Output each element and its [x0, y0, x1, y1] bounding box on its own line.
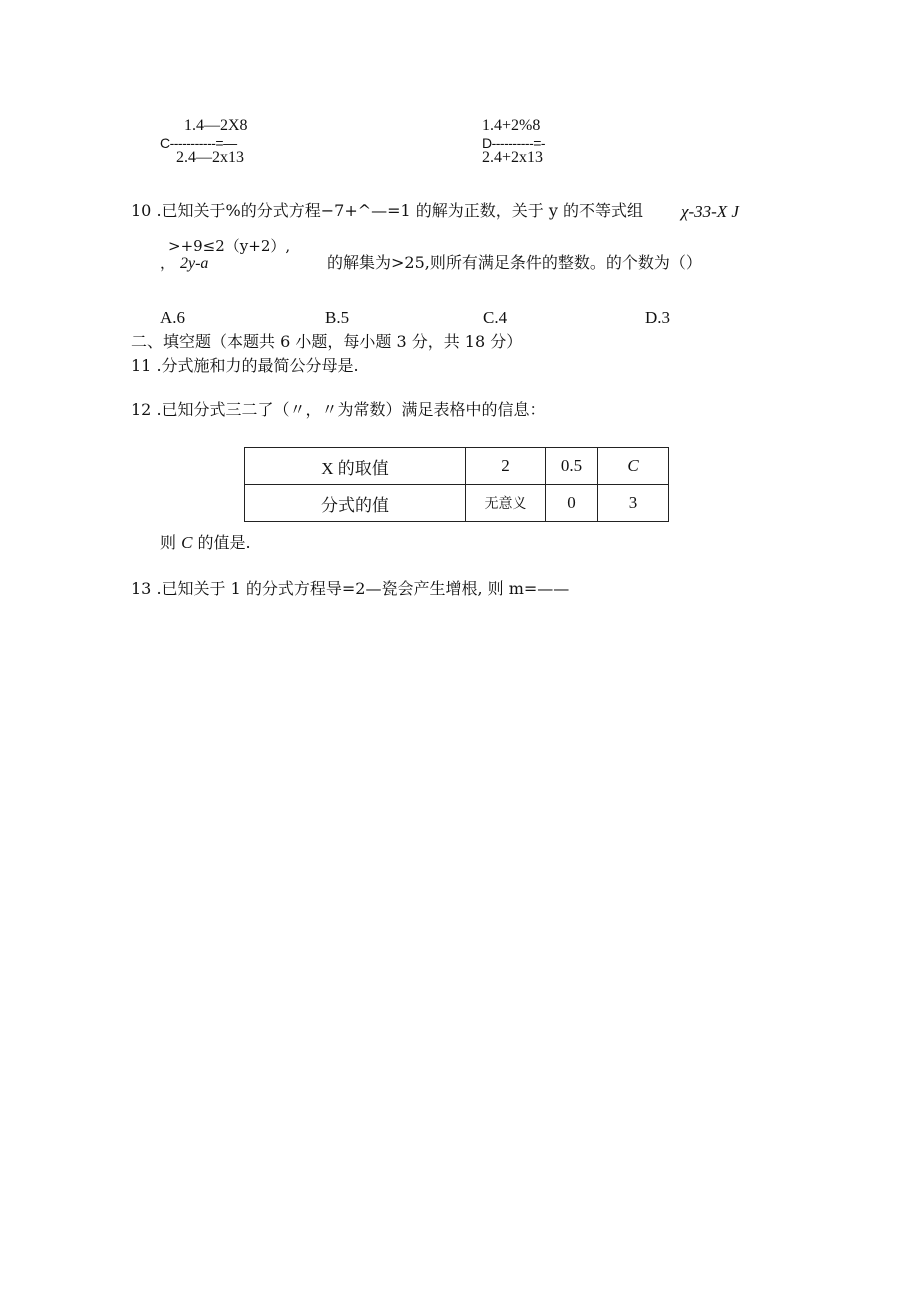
question-13: 13 .已知关于 1 的分式方程导=2—瓷会产生增根, 则 m=—— [131, 579, 570, 598]
table-cell: 3 [598, 485, 669, 522]
section-2-heading: 二、填空题（本题共 6 小题，每小题 3 分，共 18 分） [131, 332, 523, 351]
choice-b: B.5 [325, 308, 350, 327]
table-cell: 无意义 [466, 485, 546, 522]
followup-variable: C [181, 533, 193, 552]
followup-prefix: 则 [160, 533, 177, 552]
option-c-denominator: 2.4—2x13 [176, 149, 244, 166]
question-10-line-2: 的解集为>25,则所有满足条件的整数。的个数为（） [327, 253, 702, 272]
table-cell: 0 [546, 485, 598, 522]
table-row [245, 485, 669, 522]
question-11: 11 .分式施和力的最简公分母是. [131, 356, 359, 375]
inequality-system-bottom: 2y-a [180, 255, 209, 272]
choice-a: A.6 [160, 308, 186, 327]
inequality-system-top: >+9≤2（y+2）, [168, 237, 291, 255]
option-c-numerator: 1.4—2X8 [184, 117, 248, 134]
question-12: 12 .已知分式三二了（〃，〃为常数）满足表格中的信息： [131, 400, 546, 419]
question-10-line-1: 10 .已知关于%的分式方程−7+^—=1 的解为正数，关于 y 的不等式组 [131, 201, 644, 220]
table-cell-value-label: 分式的值 [245, 485, 466, 522]
option-d-fraction-line: D----------=- [482, 135, 546, 151]
choice-d: D.3 [645, 308, 671, 327]
table-cell-x-label: X 的取值 [245, 448, 466, 485]
choice-c: C.4 [483, 308, 508, 327]
inequality-system-comma: ， [160, 254, 176, 272]
followup-suffix: 的值是. [197, 533, 251, 552]
option-c-fraction-line: C-----------=— [160, 135, 237, 151]
table-cell: 2 [466, 448, 546, 485]
option-d-numerator: 1.4+2%8 [482, 117, 541, 134]
question-10-line-1-tail: χ-33-X J [681, 202, 739, 221]
table-row [245, 448, 669, 485]
values-table [244, 447, 669, 522]
option-d-denominator: 2.4+2x13 [482, 149, 544, 166]
table-cell: 0.5 [546, 448, 598, 485]
question-12-followup [160, 534, 251, 551]
table-cell: C [598, 448, 669, 485]
